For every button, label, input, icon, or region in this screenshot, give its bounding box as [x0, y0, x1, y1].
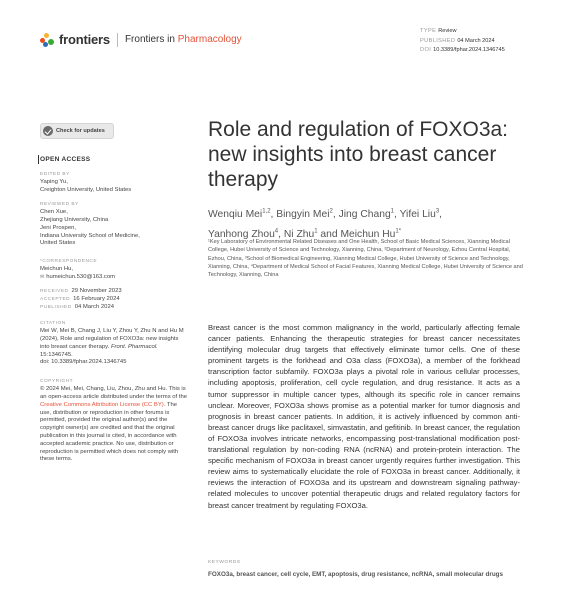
author-name: Yanhong Zhou [208, 228, 275, 240]
received-value: 29 November 2023 [71, 288, 122, 294]
copyright-text [40, 386, 188, 464]
author-name: Ni Zhu [283, 228, 315, 240]
citation-journal: Front. Pharmacol. [110, 343, 158, 350]
reviewer-name: Jeni Prospen, [40, 224, 77, 231]
accepted-date [40, 296, 188, 304]
history-dates [40, 288, 188, 311]
copyright-label: COPYRIGHT [40, 379, 74, 384]
reviewer-affiliation: Indiana University School of Medicine, [40, 232, 140, 239]
author-name: Bingyin Mei [276, 209, 330, 221]
author[interactable]: Yifei Liu$^3$, [399, 209, 443, 221]
reviewed-label: REVIEWED BY [40, 202, 79, 207]
license-link[interactable]: Creative Commons Attribution License (CC BY). [40, 401, 166, 408]
author-name: Meichun Hu [340, 228, 396, 240]
article-doi [420, 46, 505, 56]
check-icon [43, 126, 53, 136]
accepted-value: 16 February 2024 [73, 295, 120, 302]
editor-affiliation: Creighton University, United States [40, 187, 132, 194]
type-label: TYPE [420, 28, 437, 34]
received-date [40, 288, 188, 296]
author-name: Wenqiu Mei [208, 209, 263, 221]
journal-subject: Pharmacology [177, 34, 242, 45]
author-affil-ref: 4 [274, 228, 279, 235]
edited-by [40, 171, 188, 195]
journal-prefix: Frontiers in [124, 34, 178, 45]
doi-label: DOI [420, 47, 432, 53]
reviewer-affiliation: United States [40, 240, 76, 247]
edited-label: EDITED BY [40, 172, 70, 177]
abstract-text: Breast cancer is the most common malignancy in the world, particularly affecting female cancer patients. Enhancing the therapeutic strategies for breast cancer necessitates identifying molecular drug targets that effectively eliminate tumor cells. One of these prominent targets is the forkhead and O3a class (FOXO3a), a member of the forkhead transcription factor subfamily. FOXO3a plays a pivotal role in various cellular processes, including apoptosis, proliferation, cell cycle regulation, and drug resistance. It acts as a tumor suppressor in multiple cancer types, although its specific role in cancer remains unclear. Moreover, FOXO3a shows promise as a potential marker for tumor diagnosis and prognosis in breast cancer patients. In addition, it is actively influenced by common anti-breast cancer drugs like paclitaxel, simvastatin, and gefitinib. In breast cancer, the regulation of FOXO3a involves intricate networks, encompassing post-translational modification post-translational regulation by non-coding RNA (ncRNA) and protein-protein interaction. The specific mechanism of FOXO3a in breast cancer urgently requires further investigation. This review aims to systematically elucidate the role of FOXO3a in breast cancer. Additionally, it reviews the interaction of FOXO3a and its upstream and downstream signaling pathway-related molecules to uncover potential therapeutic drugs and related regulatory factors for breast cancer treatment by regulating FOXO3a. [208, 323, 520, 510]
affiliations: ¹Key Laboratory of Environmental Related Diseases and One Health, School of Basic Medical Sciences, Xianning Medical College, Hubei University of Science and Technology, Xianning, China, ²Department of Neurology, Ezhou Central Hospital, Ezhou, China, ³School of Biomedical Engineering, Xianning Medical College, Hubei University of Science and Technology, Xianning, China, ⁴Department of Medical School of Facial Features, Xianning Medical College, Hubei University of Science and Technology, Xianning, China [208, 239, 523, 279]
correspondence-label: *CORRESPONDENCE [40, 259, 98, 264]
published-label: PUBLISHED [40, 304, 72, 310]
editor-name: Yaping Yu, [40, 179, 68, 186]
copyright-main: © 2024 Mei, Mei, Chang, Liu, Zhou, Zhu and Hu. This is an open-access article distributed under the terms of the [40, 386, 188, 401]
published-value: 04 March 2024 [457, 37, 495, 44]
citation-volume: 15:1346745. [40, 351, 73, 358]
logo-dot [43, 42, 48, 47]
received-label: RECEIVED [40, 289, 69, 294]
frontiers-logo-icon [40, 33, 56, 47]
published-value: 04 March 2024 [74, 303, 114, 310]
citation [40, 320, 188, 367]
keywords-label: KEYWORDS [208, 560, 241, 565]
published-date [40, 304, 188, 312]
journal-name [125, 34, 242, 45]
check-updates-label: Check for updates [56, 128, 105, 134]
author-affil-ref: 1 [390, 209, 395, 215]
citation-doi[interactable]: doi: 10.3389/fphar.2024.1346745 [40, 359, 127, 366]
author[interactable]: Yanhong Zhou$^4$, [208, 228, 284, 240]
reviewed-by [40, 201, 188, 248]
author-affil-ref: 2 [329, 209, 333, 215]
keywords-list: FOXO3a, breast cancer, cell cycle, EMT, apoptosis, drug resistance, ncRNA, small molecular drugs [208, 571, 504, 578]
author[interactable]: Jing Chang$^1$, [338, 209, 400, 221]
article-meta [420, 27, 505, 56]
author-name: Yifei Liu [399, 209, 436, 221]
citation-text [40, 328, 188, 367]
citation-main: Mei W, Mei B, Chang J, Liu Y, Zhou Y, Zhu N and Hu M (2024), Role and regulation of FOXO3a: new insights into breast cancer therapy. [40, 328, 184, 350]
reviewer-name: Chen Xue, [40, 209, 68, 216]
accepted-label: ACCEPTED [40, 296, 71, 302]
reviewer-affiliation: Zhejiang University, China [40, 217, 109, 224]
author[interactable]: Bingyin Mei$^2$, [276, 209, 339, 221]
author-affil-ref: 1 [314, 228, 318, 235]
publisher-logo[interactable] [40, 32, 242, 47]
header-divider [117, 33, 118, 47]
author-affil-ref: 1,2 [262, 209, 271, 215]
author[interactable]: Ni Zhu$^1$ and [283, 228, 341, 240]
article-type [420, 27, 505, 37]
doi-value[interactable]: 10.3389/fphar.2024.1346745 [433, 47, 505, 53]
type-value: Review [438, 28, 457, 34]
published-label: PUBLISHED [420, 37, 456, 44]
author[interactable]: Wenqiu Mei$^{1,2}$, [208, 209, 277, 221]
article-published [420, 37, 505, 47]
publisher-name: frontiers [59, 32, 110, 47]
logo-dot [48, 39, 54, 45]
copyright-rest: The use, distribution or reproduction in other forums is permitted, provided the original author(s) and the copyright owner(s) are credited and that the original publication in this journal is cited, in accordance with accepted academic practice. No use, distribution or reproduction is permitted which does not comply with these terms. [40, 401, 179, 463]
check-for-updates-button[interactable] [40, 123, 114, 139]
copyright [40, 378, 188, 464]
author-affil-ref: 1* [395, 228, 402, 235]
author-affil-ref: 3 [435, 209, 440, 215]
article-title: Role and regulation of FOXO3a: new insights into breast cancer therapy [208, 118, 509, 191]
correspondence [40, 258, 188, 282]
correspondence-email[interactable]: ✉ humeichun.530@163.com [40, 274, 188, 282]
logo-dot [44, 33, 49, 38]
citation-label: CITATION [40, 321, 66, 326]
author-name: Jing Chang [338, 209, 391, 221]
open-access-label: OPEN ACCESS [40, 156, 91, 163]
correspondence-name: Meichun Hu, [40, 266, 74, 273]
